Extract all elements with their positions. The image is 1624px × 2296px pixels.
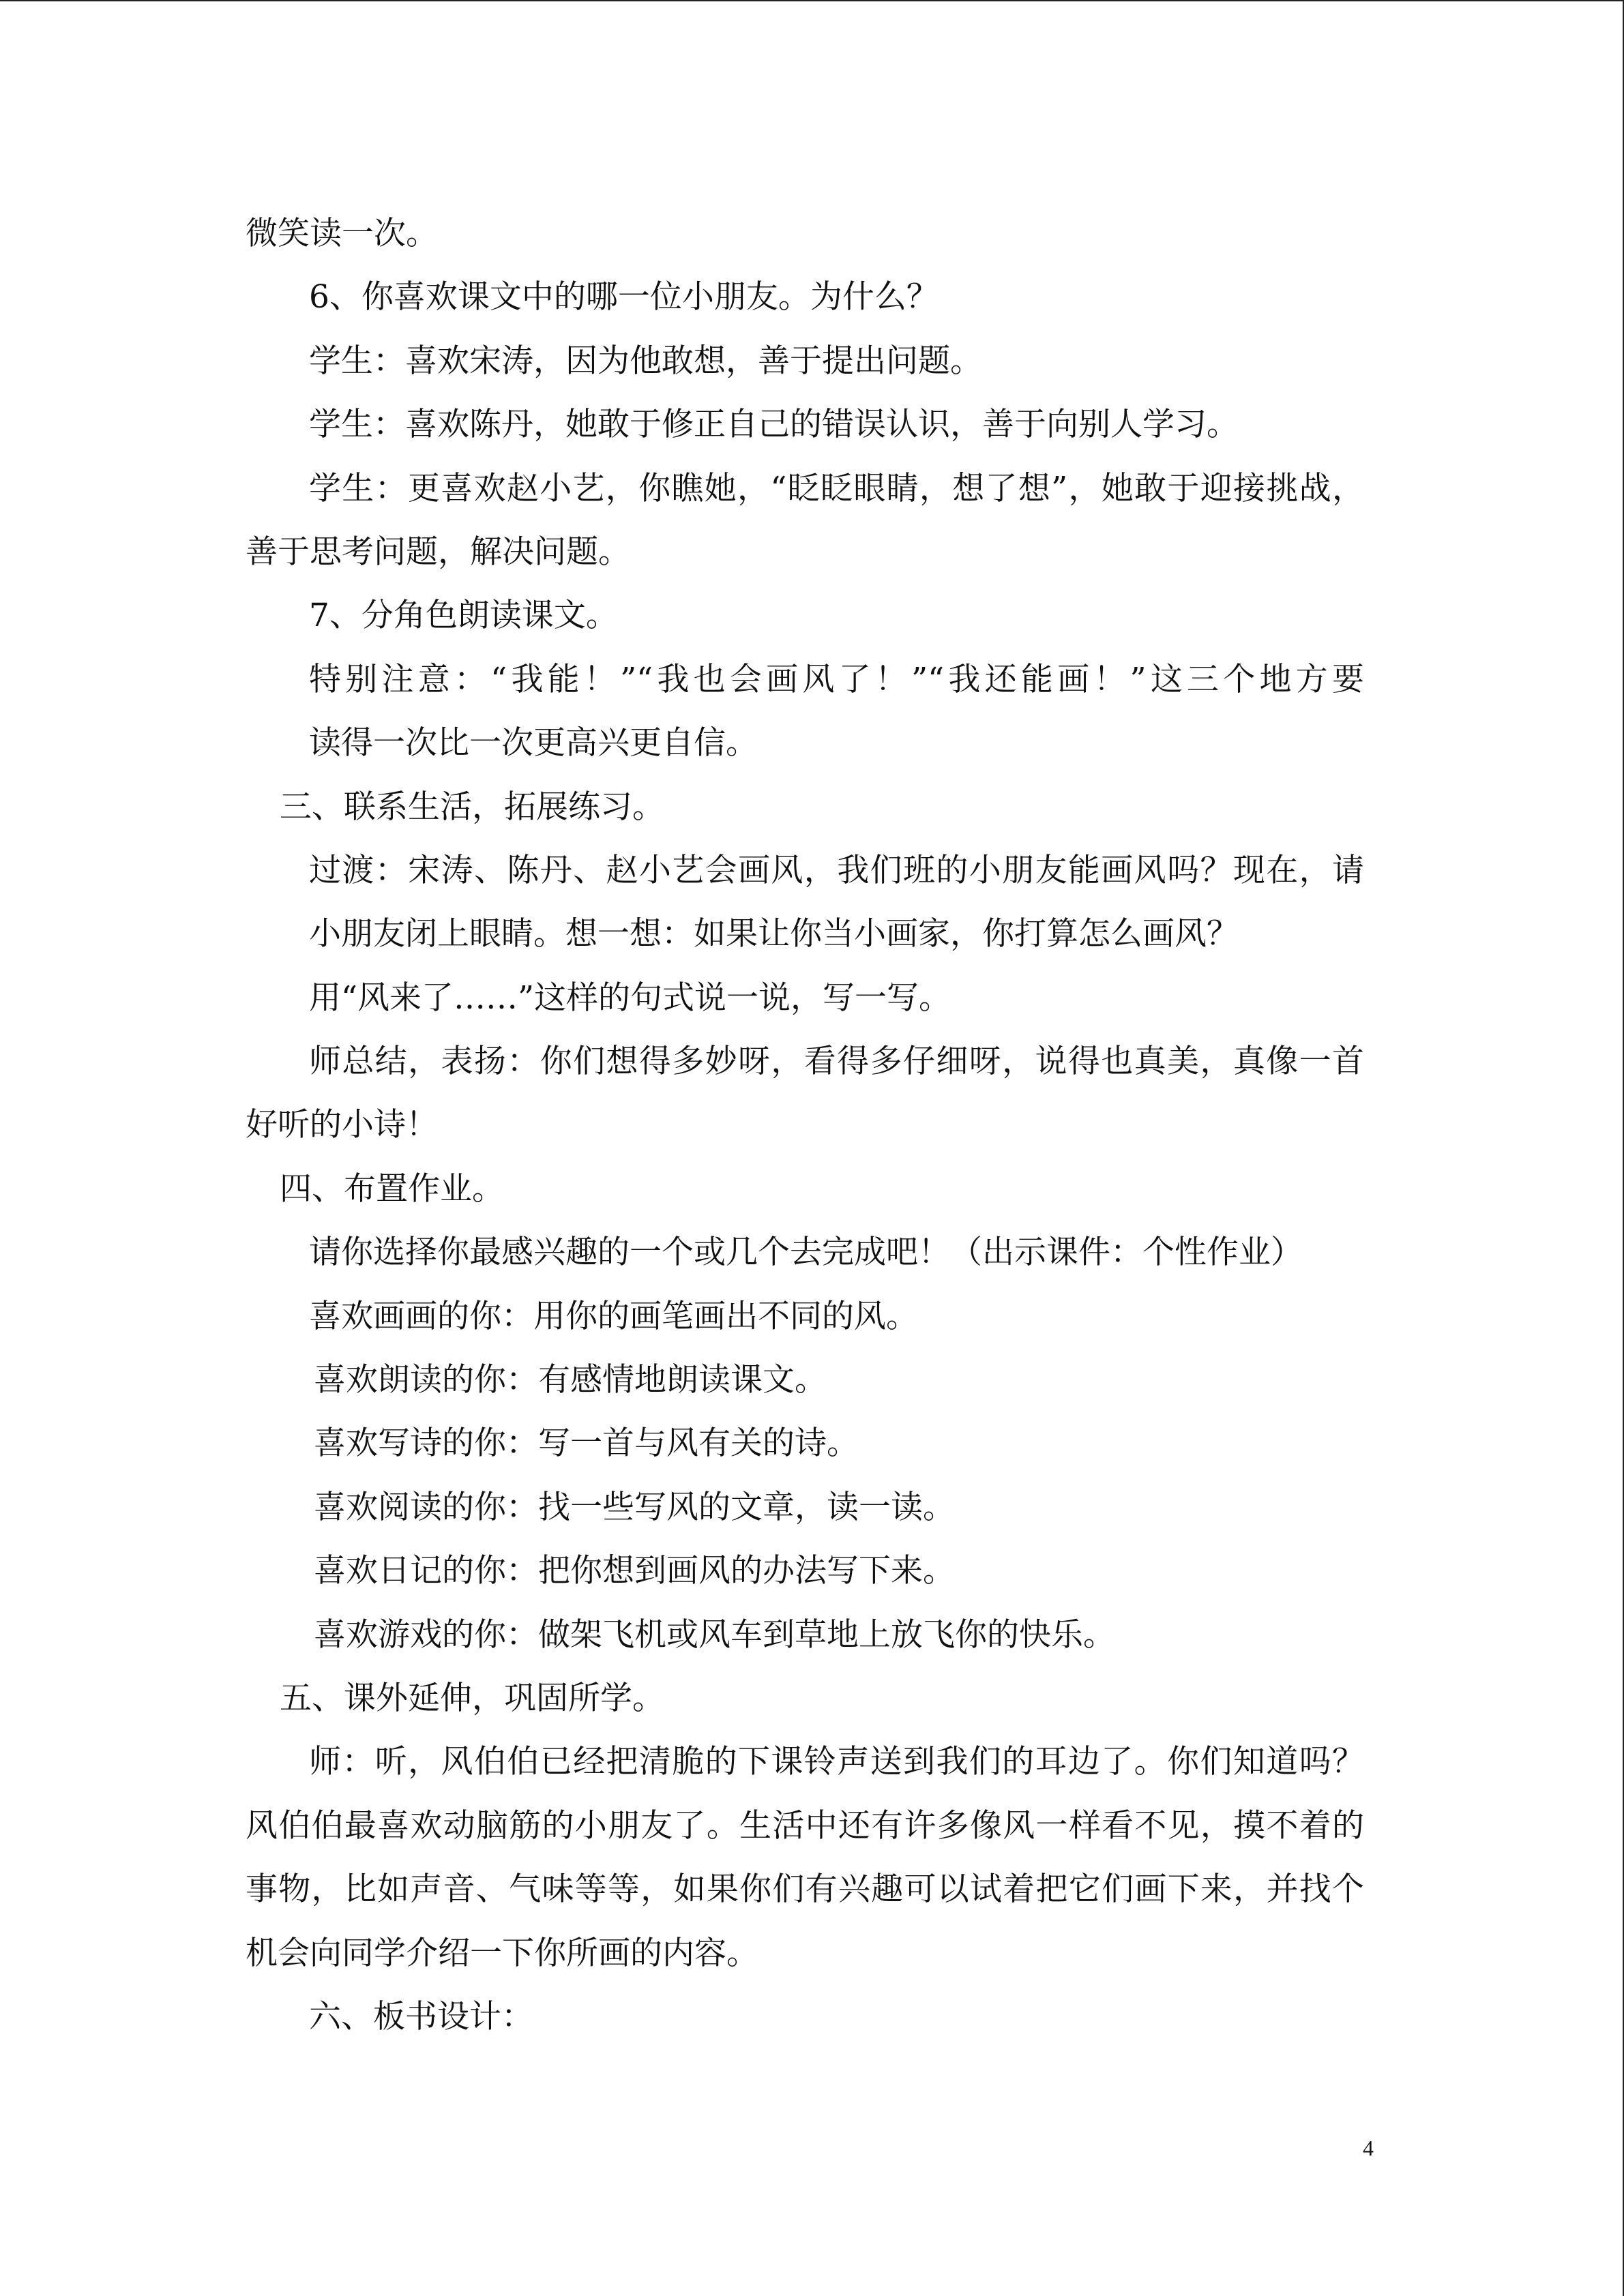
homework-item: 喜欢写诗的你：写一首与风有关的诗。 xyxy=(314,1425,859,1463)
homework-item: 喜欢阅读的你：找一些写风的文章，读一读。 xyxy=(314,1488,955,1526)
paragraph-line: 风伯伯最喜欢动脑筋的小朋友了。生活中还有许多像风一样看不见，摸不着的 xyxy=(246,1806,1364,1845)
page-number: 4 xyxy=(1363,2136,1374,2160)
question-heading: 6、你喜欢课文中的哪一位小朋友。为什么？ xyxy=(309,278,939,316)
page-top-border xyxy=(0,0,1624,1)
paragraph-line: 用“风来了……”这样的句式说一说，写一写。 xyxy=(309,979,951,1017)
paragraph-line: 善于思考问题，解决问题。 xyxy=(246,533,630,571)
paragraph-line: 微笑读一次。 xyxy=(246,215,438,252)
homework-item: 喜欢日记的你：把你想到画风的办法写下来。 xyxy=(314,1552,955,1590)
paragraph-line: 小朋友闭上眼睛。想一想：如果让你当小画家，你打算怎么画风？ xyxy=(309,915,1239,953)
paragraph-line: 读得一次比一次更高兴更自信。 xyxy=(309,724,758,762)
homework-item: 喜欢朗读的你：有感情地朗读课文。 xyxy=(314,1361,827,1399)
section-heading: 五、课外延伸，巩固所学。 xyxy=(280,1679,664,1717)
student-answer-line: 学生：更喜欢赵小艺，你瞧她，“眨眨眼睛，想了想”，她敢于迎接挑战， xyxy=(309,469,1364,507)
student-answer-line: 学生：喜欢陈丹，她敢于修正自己的错误认识，善于向别人学习。 xyxy=(309,406,1239,444)
paragraph-line: 事物，比如声音、气味等等，如果你们有兴趣可以试着把它们画下来，并找个 xyxy=(246,1870,1364,1909)
section-heading: 三、联系生活，拓展练习。 xyxy=(280,788,664,826)
section-heading: 四、布置作业。 xyxy=(280,1169,504,1208)
document-body xyxy=(246,202,1364,2048)
paragraph-line: 特别注意：“我能！”“我也会画风了！”“我还能画！”这三个地方要 xyxy=(309,660,1364,698)
homework-item: 喜欢画画的你：用你的画笔画出不同的风。 xyxy=(309,1297,918,1335)
section-heading: 六、板书设计： xyxy=(309,1997,533,2036)
paragraph-line: 过渡：宋涛、陈丹、赵小艺会画风，我们班的小朋友能画风吗？现在，请 xyxy=(309,851,1364,889)
question-heading: 7、分角色朗读课文。 xyxy=(309,597,618,635)
paragraph-line: 机会向同学介绍一下你所画的内容。 xyxy=(246,1934,758,1972)
paragraph-line: 师总结，表扬：你们想得多妙呀，看得多仔细呀，说得也真美，真像一首 xyxy=(309,1043,1364,1081)
paragraph-line: 请你选择你最感兴趣的一个或几个去完成吧！（出示课件：个性作业） xyxy=(309,1234,1303,1272)
student-answer-line: 学生：喜欢宋涛，因为他敢想，善于提出问题。 xyxy=(309,342,982,380)
paragraph-line: 师：听，风伯伯已经把清脆的下课铃声送到我们的耳边了。你们知道吗？ xyxy=(309,1743,1364,1781)
paragraph-line: 好听的小诗！ xyxy=(246,1106,438,1144)
homework-item: 喜欢游戏的你：做架飞机或风车到草地上放飞你的快乐。 xyxy=(314,1615,1115,1654)
